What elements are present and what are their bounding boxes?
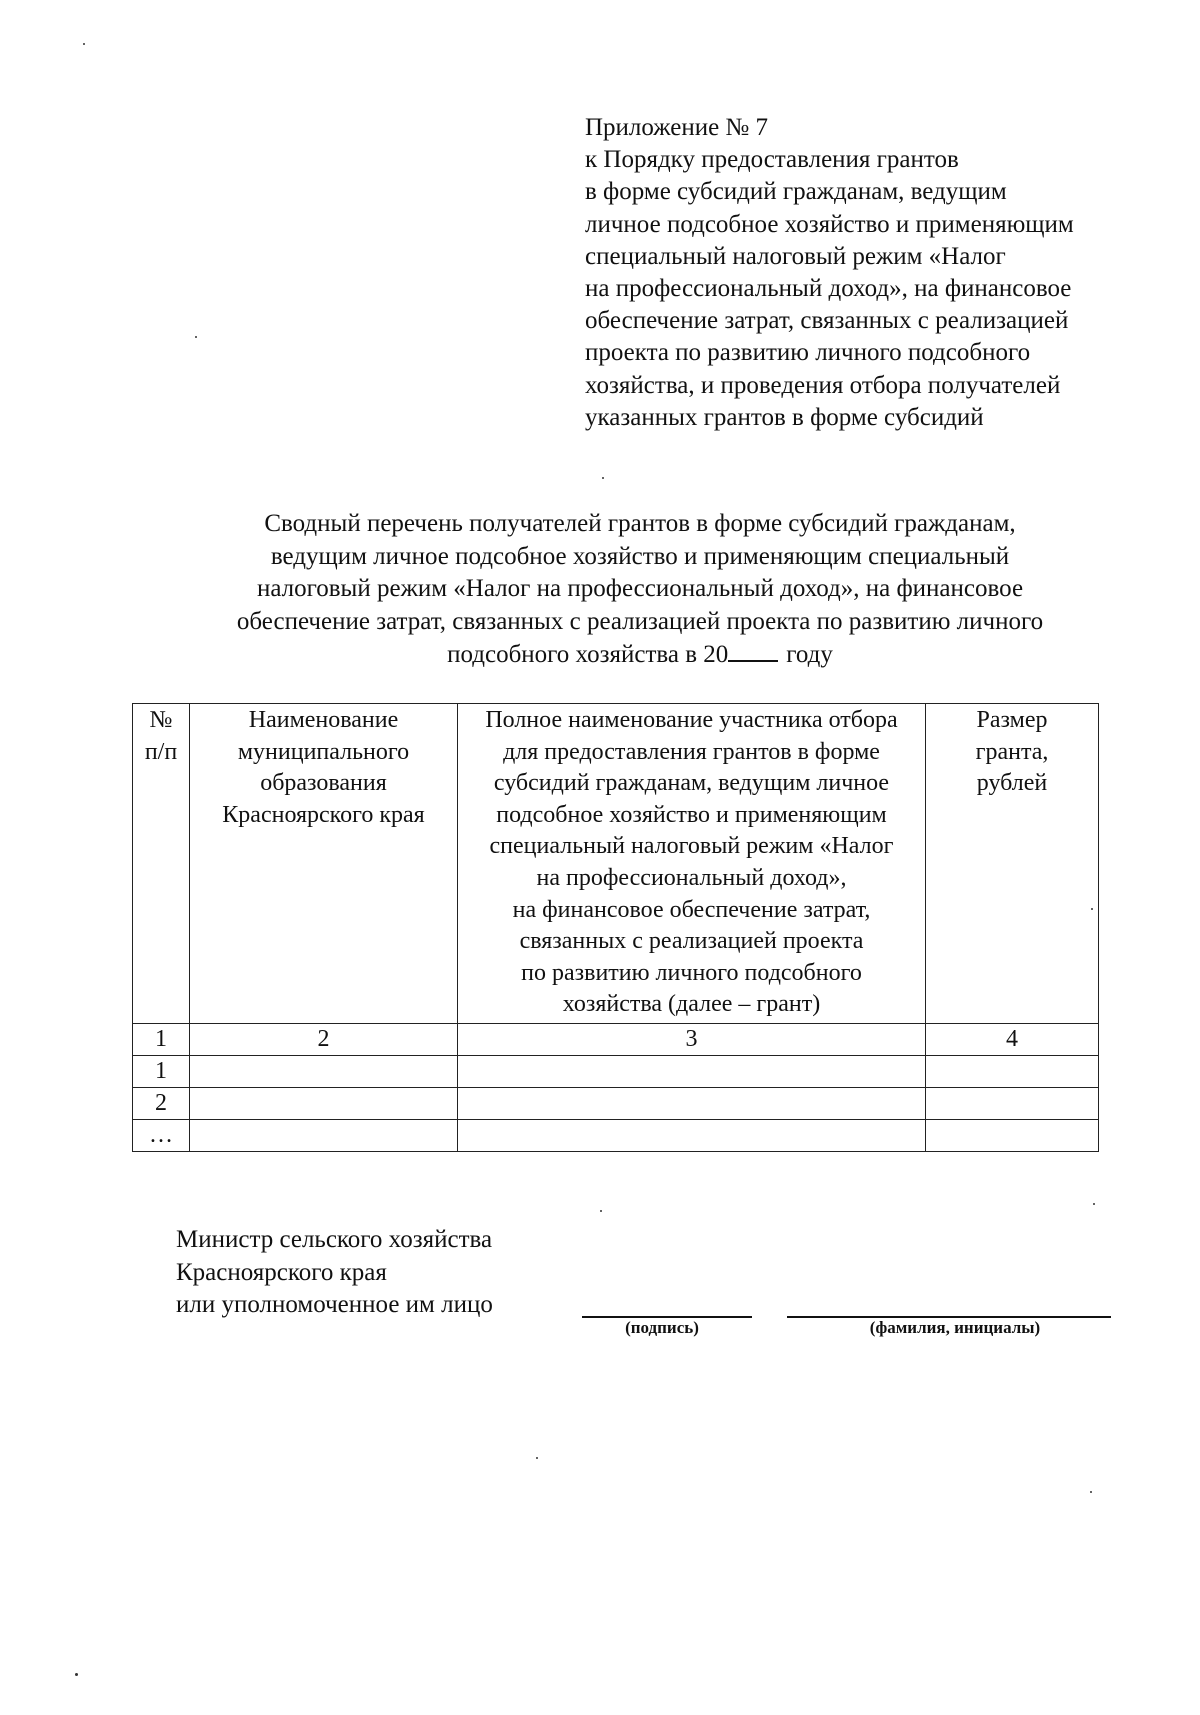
- table-cell: 2: [133, 1087, 190, 1119]
- table-cell: [458, 1087, 926, 1119]
- header-participant: [458, 704, 926, 1024]
- table-cell: [190, 1087, 458, 1119]
- signature-caption: (подпись): [625, 1318, 699, 1337]
- appendix-line: обеспечение затрат, связанных с реализацией: [585, 307, 1069, 335]
- scan-speck: [195, 336, 197, 338]
- table-cell: [190, 1055, 458, 1087]
- table-cell: [926, 1055, 1099, 1087]
- header-line: №: [149, 707, 173, 733]
- table-cell: 2: [190, 1023, 458, 1055]
- scan-speck: [600, 1210, 602, 1212]
- header-number: [133, 704, 190, 1024]
- table-cell: 1: [133, 1055, 190, 1087]
- table-numbering-row: [133, 1023, 1099, 1055]
- table-cell: [926, 1119, 1099, 1151]
- header-line: подсобное хозяйство и применяющим: [496, 801, 887, 828]
- header-grant-amount: [926, 704, 1099, 1024]
- scan-speck: [536, 1457, 538, 1459]
- header-line: на профессиональный доход»,: [536, 864, 847, 891]
- document-title: [90, 508, 1190, 672]
- title-line: Сводный перечень получателей грантов в форме субсидий гражданам,: [264, 510, 1016, 537]
- table-cell: 3: [458, 1023, 926, 1055]
- header-line: Размер: [976, 707, 1048, 733]
- header-line: связанных с реализацией проекта: [519, 928, 864, 955]
- header-line: Красноярского края: [222, 801, 425, 828]
- signer-block: [176, 1224, 493, 1322]
- header-line: по развитию личного подсобного: [521, 959, 862, 986]
- appendix-heading: [585, 112, 1185, 434]
- title-line: обеспечение затрат, связанных с реализацией проекта по развитию личного: [236, 607, 1044, 635]
- table-cell: 4: [926, 1023, 1099, 1055]
- table-header-row: [133, 704, 1099, 1024]
- table-cell: 1: [133, 1023, 190, 1055]
- appendix-line: к Порядку предоставления грантов: [585, 146, 959, 174]
- header-line: специальный налоговый режим «Налог: [489, 833, 894, 860]
- table-cell: [190, 1119, 458, 1151]
- table-cell: [458, 1119, 926, 1151]
- year-blank: [728, 638, 778, 662]
- title-line-last: [90, 638, 1190, 672]
- header-line: рублей: [976, 770, 1048, 796]
- signer-line: Министр сельского хозяйства: [176, 1226, 493, 1253]
- appendix-line: проекта по развитию личного подсобного: [585, 339, 1031, 367]
- title-year-suffix: году: [786, 641, 833, 668]
- title-line: ведущим личное подсобное хозяйство и применяющим специальный: [270, 542, 1010, 570]
- scan-speck: [75, 1673, 78, 1676]
- name-caption: (фамилия, инициалы): [869, 1318, 1041, 1337]
- header-line: на финансовое обеспечение затрат,: [512, 896, 871, 923]
- title-year-prefix: подсобного хозяйства в 20: [447, 641, 729, 668]
- table-row: [133, 1055, 1099, 1087]
- title-line: налоговый режим «Налог на профессиональный доход», на финансовое: [256, 575, 1024, 602]
- header-line: образования: [260, 770, 387, 796]
- scan-speck: [1090, 1491, 1092, 1493]
- recipients-table: [132, 703, 1099, 1152]
- table-cell: …: [133, 1119, 190, 1151]
- header-line: Полное наименование участника отбора: [485, 707, 898, 733]
- header-line: субсидий гражданам, ведущим личное: [493, 770, 890, 797]
- header-line: Наименование: [248, 707, 399, 733]
- header-line: хозяйства (далее – грант): [562, 991, 821, 1018]
- appendix-line: Приложение № 7: [585, 114, 769, 141]
- table-row: [133, 1119, 1099, 1151]
- header-line: для предоставления грантов в форме: [503, 738, 880, 765]
- appendix-line: на профессиональный доход», на финансовое: [585, 275, 1072, 303]
- signer-line: Красноярского края: [176, 1258, 387, 1286]
- scan-speck: [1093, 1203, 1095, 1205]
- appendix-line: специальный налоговый режим «Налог: [585, 242, 1006, 270]
- appendix-line: в форме субсидий гражданам, ведущим: [585, 178, 1007, 206]
- scan-speck: [602, 477, 604, 479]
- header-municipality: [190, 704, 458, 1024]
- header-line: муниципального: [237, 738, 410, 765]
- table-cell: [926, 1087, 1099, 1119]
- table-cell: [458, 1055, 926, 1087]
- signer-line: или уполномоченное им лицо: [176, 1291, 493, 1318]
- scan-speck: [83, 43, 85, 45]
- scan-speck: [1091, 908, 1093, 910]
- header-line: п/п: [144, 738, 178, 765]
- appendix-line: личное подсобное хозяйство и применяющим: [585, 210, 1074, 238]
- header-line: гранта,: [975, 738, 1049, 765]
- appendix-line: указанных грантов в форме субсидий: [585, 403, 984, 431]
- appendix-line: хозяйства, и проведения отбора получателей: [585, 371, 1061, 399]
- table-row: [133, 1087, 1099, 1119]
